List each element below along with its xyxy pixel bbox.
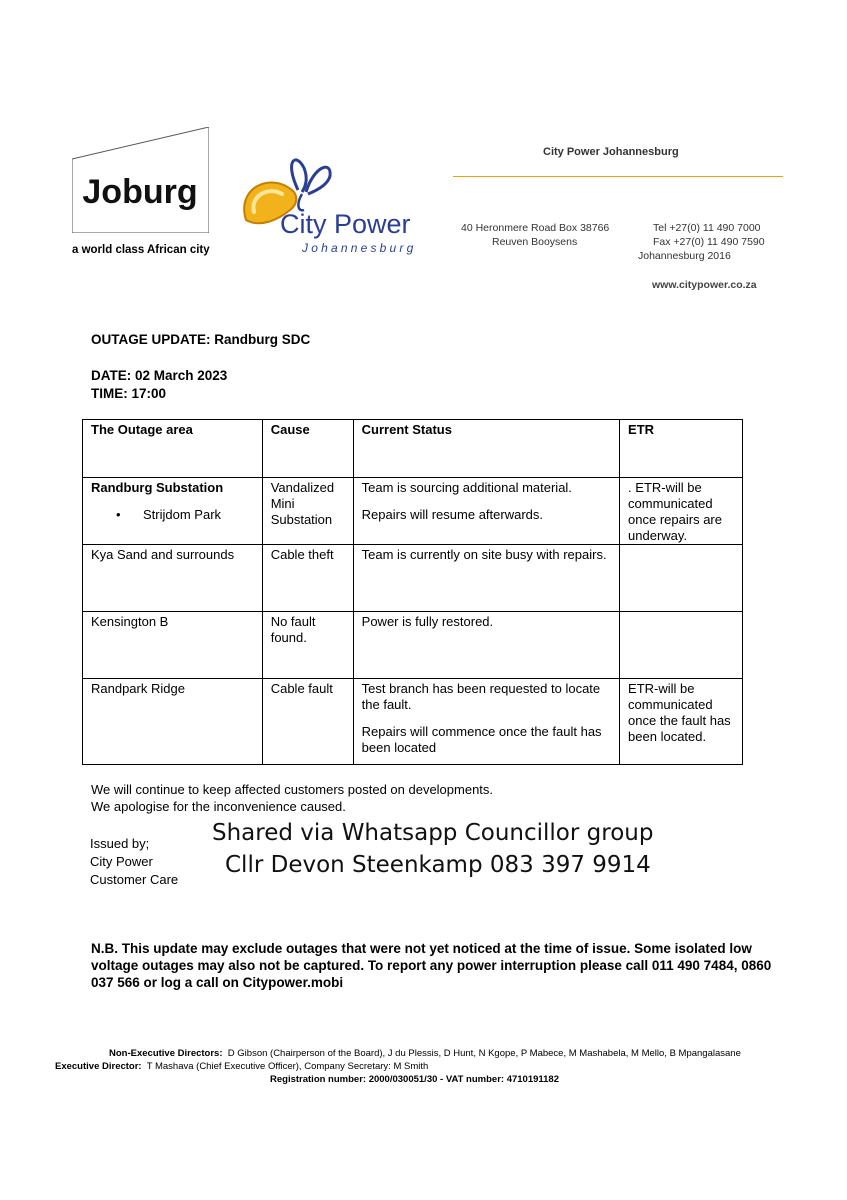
- table-row: [83, 612, 743, 679]
- cell-etr: [620, 545, 743, 612]
- cell-etr: [620, 612, 743, 679]
- area-sub-label: Strijdom Park: [143, 507, 222, 522]
- header-cause: Cause: [262, 420, 353, 478]
- status-line: Repairs will resume afterwards.: [361, 507, 543, 522]
- website-link[interactable]: www.citypower.co.za: [652, 279, 757, 291]
- company-name: City Power Johannesburg: [543, 146, 679, 158]
- city-code: Johannesburg 2016: [638, 250, 731, 262]
- nb-note: N.B. This update may exclude outages that were not yet noticed at the time of issue. Some isolated low voltage outages may also not be captured. To report any power interruption please call 011 490 7484, 0860 037 566 or log a call on Citypower.mobi: [91, 941, 772, 990]
- city-power-logo: [240, 150, 440, 260]
- cell-etr: . ETR-will be communicated once repairs are underway.: [620, 478, 743, 545]
- issued-by-label: Issued by;: [90, 836, 150, 851]
- address-line-1: 40 Heronmere Road Box 38766: [461, 222, 610, 234]
- status-line: Team is sourcing additional material.: [361, 480, 572, 495]
- fax: Fax +27(0) 11 490 7590: [653, 236, 765, 248]
- cell-area: Kensington B: [83, 612, 263, 679]
- cell-area: [83, 478, 263, 545]
- footer-registration: Registration number: 2000/030051/30 - VAT number: 4710191182: [270, 1074, 560, 1085]
- footer-exec-director: [55, 1061, 428, 1072]
- letterhead-rule: [453, 176, 783, 177]
- status-line: Repairs will commence once the fault has been located: [361, 724, 602, 755]
- closing-line-2: We apologise for the inconvenience caused.: [91, 799, 346, 814]
- issued-by-block: [90, 835, 178, 889]
- area-sub-item: [91, 507, 254, 523]
- outage-table: [82, 419, 743, 765]
- header-etr: ETR: [620, 420, 743, 478]
- cell-area: Kya Sand and surrounds: [83, 545, 263, 612]
- city-power-logo-sub: Johannesburg: [302, 241, 417, 255]
- footer-nonexec-label: Non-Executive Directors:: [109, 1048, 223, 1059]
- cell-cause: No fault found.: [262, 612, 353, 679]
- header-outage-area: The Outage area: [83, 420, 263, 478]
- cell-cause: Cable fault: [262, 679, 353, 765]
- status-line: Test branch has been requested to locate the fault.: [361, 681, 601, 712]
- bullet-icon: •: [116, 507, 121, 522]
- councillor-contact: Cllr Devon Steenkamp 083 397 9914: [225, 852, 651, 878]
- header-current-status: Current Status: [353, 420, 619, 478]
- joburg-logo: [72, 127, 209, 233]
- footer-nonexec-names: D Gibson (Chairperson of the Board), J du Plessis, D Hunt, N Kgope, P Mabece, M Mashabela, M Mello, B Mpangalasane: [227, 1048, 741, 1059]
- cell-cause: Cable theft: [262, 545, 353, 612]
- table-row: [83, 545, 743, 612]
- footer-exec-names: T Mashava (Chief Executive Officer), Company Secretary: M Smith: [146, 1061, 429, 1072]
- telephone: Tel +27(0) 11 490 7000: [653, 222, 761, 234]
- cell-status: [353, 679, 619, 765]
- page-title: OUTAGE UPDATE: Randburg SDC: [91, 332, 311, 347]
- table-row: [83, 679, 743, 765]
- cell-area: Randpark Ridge: [83, 679, 263, 765]
- footer-exec-label: Executive Director:: [55, 1061, 142, 1072]
- time-line: TIME: 17:00: [91, 386, 167, 401]
- address-line-2: Reuven Booysens: [492, 236, 578, 248]
- table-header-row: [83, 420, 743, 478]
- issued-by-dept: Customer Care: [90, 872, 179, 887]
- issued-by-org: City Power: [90, 854, 153, 869]
- table-row: [83, 478, 743, 545]
- area-name: Randburg Substation: [91, 480, 224, 495]
- cell-status: Team is currently on site busy with repairs.: [353, 545, 619, 612]
- whatsapp-share-note: Shared via Whatsapp Councillor group: [212, 820, 654, 846]
- cell-etr: ETR-will be communicated once the fault has been located.: [620, 679, 743, 765]
- joburg-logo-text: Joburg: [82, 173, 198, 211]
- joburg-tagline: a world class African city: [72, 244, 210, 256]
- cell-status: [353, 478, 619, 545]
- footer-nonexec-directors: [109, 1048, 741, 1059]
- closing-line-1: We will continue to keep affected customers posted on developments.: [91, 782, 494, 797]
- cell-cause: Vandalized Mini Substation: [262, 478, 353, 545]
- cell-status: Power is fully restored.: [353, 612, 619, 679]
- date-line: DATE: 02 March 2023: [91, 368, 228, 383]
- city-power-logo-text: City Power: [280, 209, 411, 239]
